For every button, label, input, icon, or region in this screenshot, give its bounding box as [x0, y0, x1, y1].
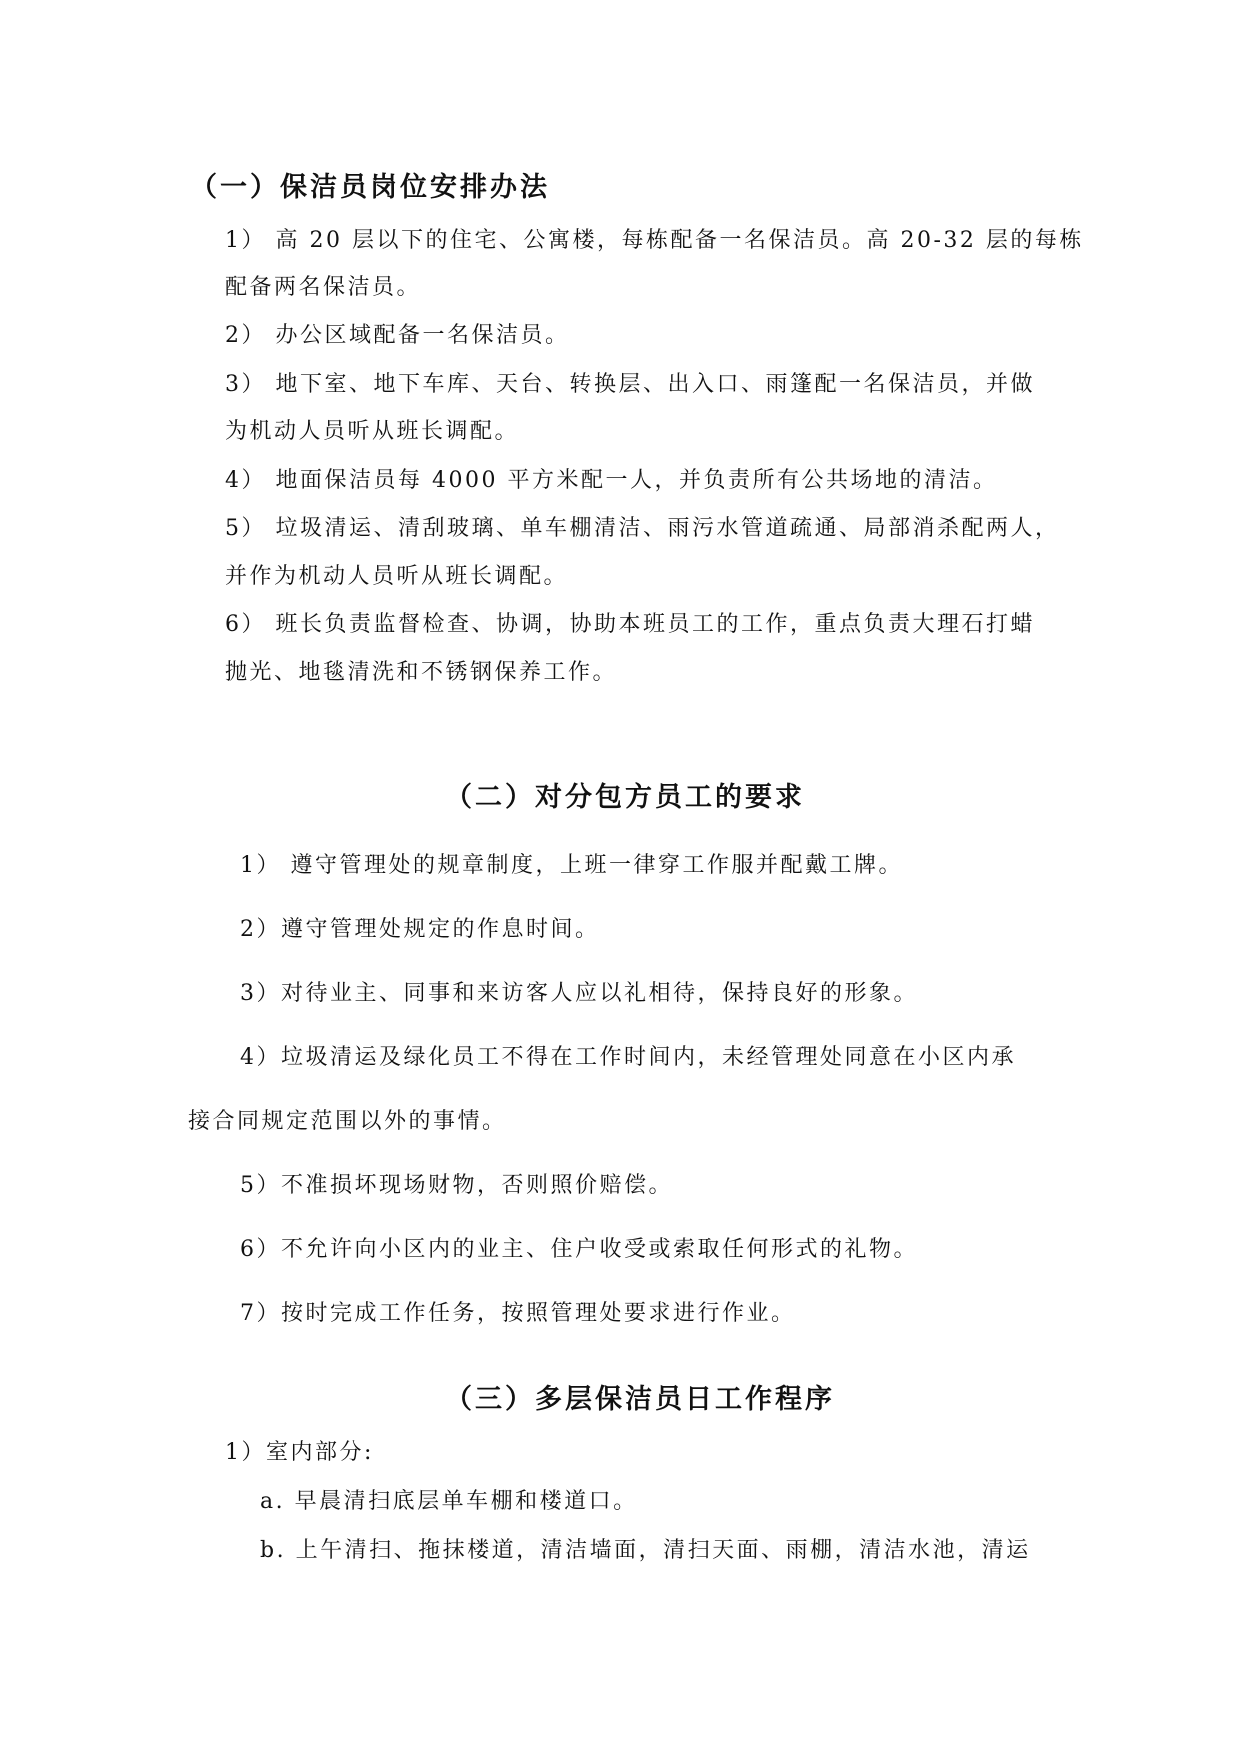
- section-1-line: 5） 垃圾清运、清刮玻璃、单车棚清洁、雨污水管道疏通、局部消杀配两人，: [225, 516, 1060, 541]
- section-1-title: （一）保洁员岗位安排办法: [190, 172, 550, 203]
- section-2-line: 接合同规定范围以外的事情。: [188, 1109, 507, 1134]
- section-1-line: 为机动人员听从班长调配。: [225, 419, 520, 444]
- section-1-line: 2） 办公区域配备一名保洁员。: [225, 323, 570, 348]
- section-2-line: 3）对待业主、同事和来访客人应以礼相待，保持良好的形象。: [240, 981, 918, 1006]
- section-2-line: 6）不允许向小区内的业主、住户收受或索取任何形式的礼物。: [240, 1237, 918, 1262]
- section-1-line: 1） 高 20 层以下的住宅、公寓楼，每栋配备一名保洁员。高 20-32 层的每栋: [225, 228, 1084, 253]
- section-1-line: 6） 班长负责监督检查、协调，协助本班员工的工作，重点负责大理石打蜡: [225, 612, 1035, 637]
- section-1-line: 并作为机动人员听从班长调配。: [225, 564, 569, 589]
- section-2-line: 7）按时完成工作任务，按照管理处要求进行作业。: [240, 1301, 796, 1326]
- section-1-line: 4） 地面保洁员每 4000 平方米配一人，并负责所有公共场地的清洁。: [225, 468, 998, 493]
- section-3-title: （三）多层保洁员日工作程序: [445, 1384, 835, 1415]
- section-2-line: 5）不准损坏现场财物，否则照价赔偿。: [240, 1173, 673, 1198]
- section-3-line: b. 上午清扫、拖抹楼道，清洁墙面，清扫天面、雨棚，清洁水池，清运: [260, 1538, 1031, 1563]
- section-3-line: a. 早晨清扫底层单车棚和楼道口。: [260, 1489, 638, 1514]
- section-2-line: 1） 遵守管理处的规章制度，上班一律穿工作服并配戴工牌。: [240, 853, 903, 878]
- section-1-line: 配备两名保洁员。: [225, 275, 422, 300]
- section-2-line: 4）垃圾清运及绿化员工不得在工作时间内，未经管理处同意在小区内承: [240, 1045, 1016, 1070]
- section-2-title: （二）对分包方员工的要求: [445, 782, 805, 813]
- section-2-line: 2）遵守管理处规定的作息时间。: [240, 917, 600, 942]
- section-1-line: 抛光、地毯清洗和不锈钢保养工作。: [225, 660, 618, 685]
- section-1-line: 3） 地下室、地下车库、天台、转换层、出入口、雨篷配一名保洁员，并做: [225, 372, 1035, 397]
- section-3-line: 1）室内部分:: [225, 1440, 374, 1465]
